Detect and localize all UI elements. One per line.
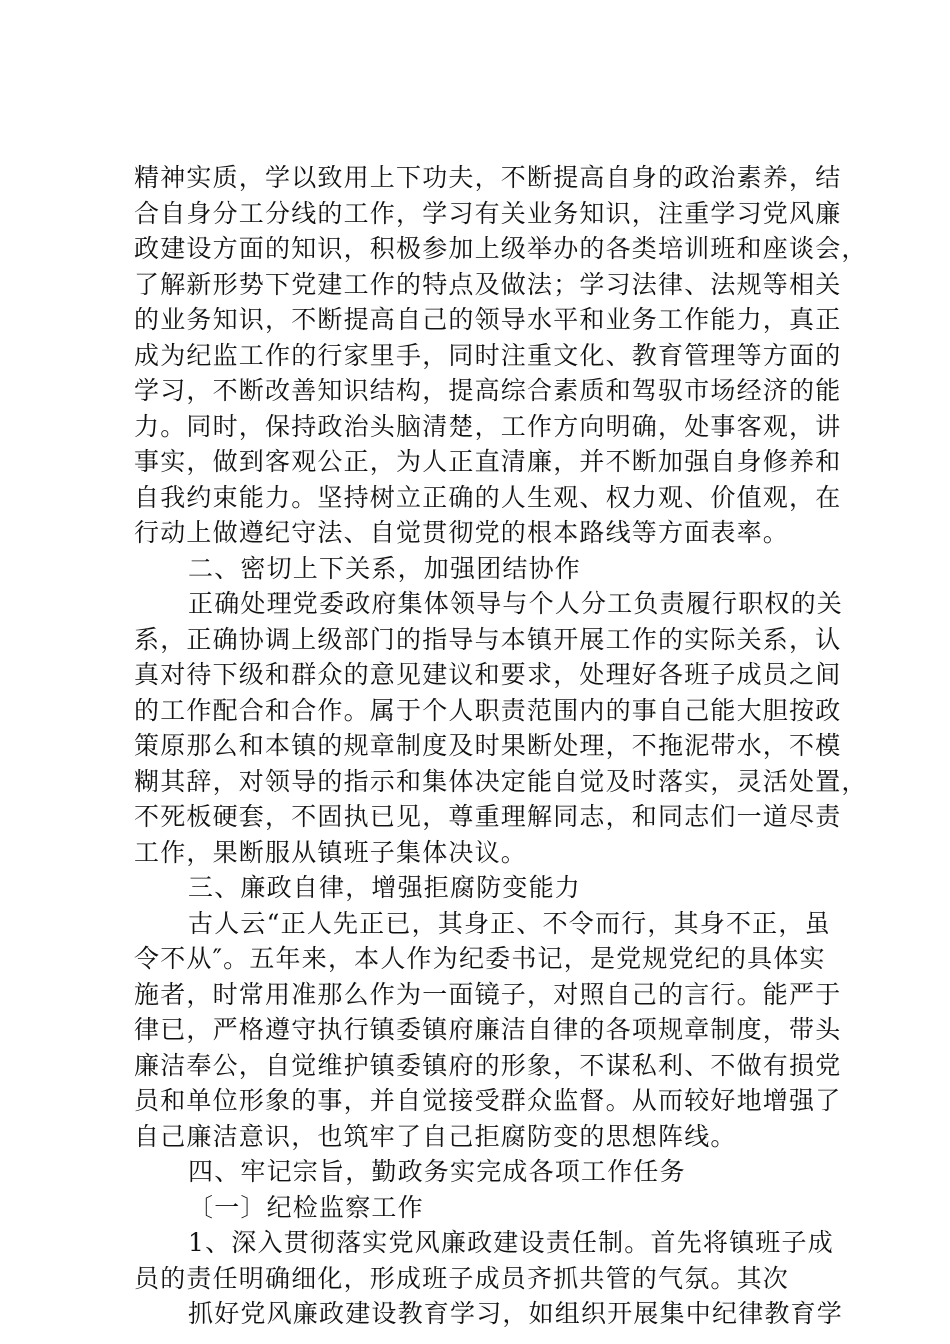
text-line: 的工作配合和合作。属于个人职责范围内的事自己能大胆按政 bbox=[134, 695, 842, 725]
text-line: 员的责任明确细化，形成班子成员齐抓共管的气氛。其次 bbox=[134, 1263, 790, 1293]
text-line: 真对待下级和群众的意见建议和要求，处理好各班子成员之间 bbox=[134, 660, 842, 689]
text-line: 令不从″。五年来，本人作为纪委书记，是党规党纪的具体实 bbox=[134, 944, 826, 973]
text-line: 二、密切上下关系，加强团结协作 bbox=[188, 553, 582, 583]
text-line: 〔一〕纪检监察工作 bbox=[188, 1192, 424, 1222]
text-line: 三、廉政自律，增强拒腐防变能力 bbox=[188, 873, 582, 902]
text-line: 自我约束能力。坚持树立正确的人生观、权力观、价值观，在 bbox=[134, 482, 842, 512]
text-line: 施者，时常用准那么作为一面镜子，对照自己的言行。能严于 bbox=[134, 979, 842, 1009]
text-line: 政建设方面的知识，积极参加上级举办的各类培训班和座谈会， bbox=[134, 234, 868, 263]
text-line: 员和单位形象的事，并自觉接受群众监督。从而较好地增强了 bbox=[134, 1086, 842, 1115]
text-line: 力。同时，保持政治头脑清楚，工作方向明确，处事客观，讲 bbox=[134, 411, 842, 441]
document-body bbox=[134, 160, 868, 1332]
text-line: 事实，做到客观公正，为人正直清廉，并不断加强自身修养和 bbox=[134, 447, 842, 476]
text-line: 的业务知识，不断提高自己的领导水平和业务工作能力，真正 bbox=[134, 305, 842, 334]
text-line: 抓好党风廉政建设教育学习，如组织开展集中纪律教育学 bbox=[188, 1299, 844, 1328]
text-line: 了解新形势下党建工作的特点及做法；学习法律、法规等相关 bbox=[134, 269, 842, 299]
text-line: 工作，果断服从镇班子集体决议。 bbox=[134, 837, 528, 867]
text-line: 行动上做遵纪守法、自觉贯彻党的根本路线等方面表率。 bbox=[134, 518, 790, 547]
text-line: 策原那么和本镇的规章制度及时果断处理，不拖泥带水，不模 bbox=[134, 731, 842, 760]
text-line: 1、深入贯彻落实党风廉政建设责任制。首先将镇班子成 bbox=[188, 1228, 834, 1257]
text-line: 不死板硬套，不固执已见，尊重理解同志，和同志们一道尽责 bbox=[134, 802, 842, 831]
text-line: 成为纪监工作的行家里手，同时注重文化、教育管理等方面的 bbox=[134, 340, 842, 370]
text-line: 糊其辞，对领导的指示和集体决定能自觉及时落实，灵活处置， bbox=[134, 766, 868, 796]
text-line: 精神实质，学以致用上下功夫，不断提高自身的政治素养，结 bbox=[134, 163, 842, 192]
text-line: 系，正确协调上级部门的指导与本镇开展工作的实际关系，认 bbox=[134, 624, 842, 654]
text-line: 正确处理党委政府集体领导与个人分工负责履行职权的关 bbox=[188, 589, 844, 618]
text-line: 古人云“正人先正已，其身正、不令而行，其身不正，虽 bbox=[188, 908, 831, 938]
text-line: 律已，严格遵守执行镇委镇府廉洁自律的各项规章制度，带头 bbox=[134, 1015, 842, 1044]
text-line: 廉洁奉公，自觉维护镇委镇府的形象，不谋私利、不做有损党 bbox=[134, 1050, 842, 1080]
text-line: 学习，不断改善知识结构，提高综合素质和驾驭市场经济的能 bbox=[134, 376, 842, 405]
text-line: 合自身分工分线的工作，学习有关业务知识，注重学习党风廉 bbox=[134, 198, 842, 228]
text-line: 自己廉洁意识，也筑牢了自己拒腐防变的思想阵线。 bbox=[134, 1121, 737, 1151]
text-line: 四、牢记宗旨，勤政务实完成各项工作任务 bbox=[188, 1157, 686, 1186]
